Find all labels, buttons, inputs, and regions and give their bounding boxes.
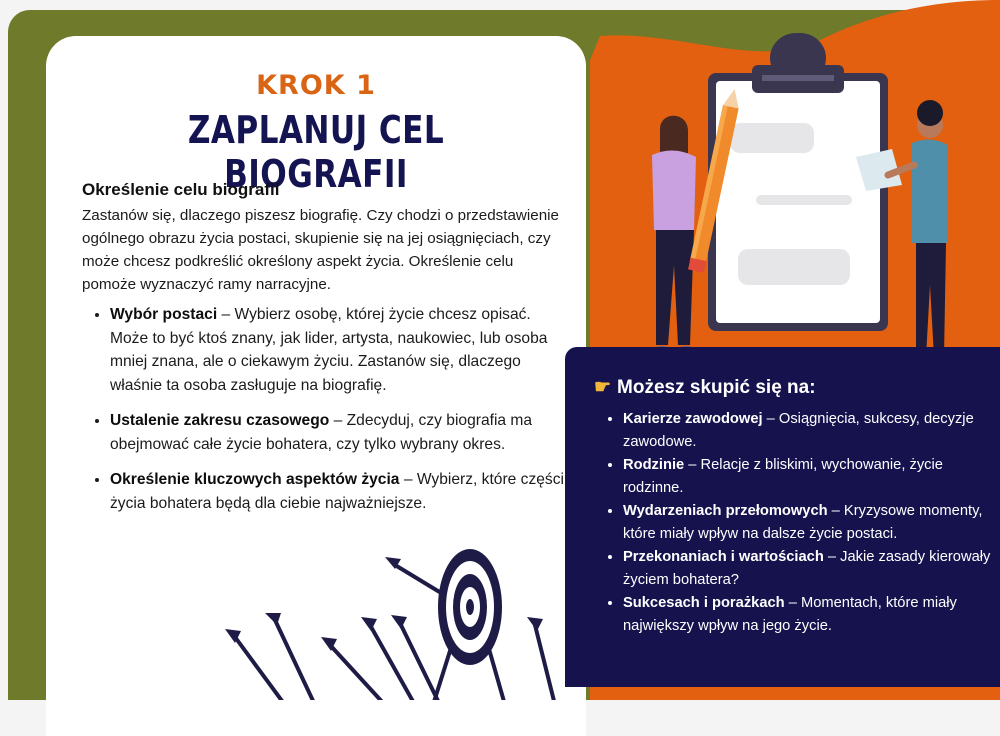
list-item-label: Sukcesach i porażkach	[623, 595, 785, 611]
list-item-label: Ustalenie zakresu czasowego	[110, 412, 330, 429]
pointing-hand-icon: ☛	[594, 377, 612, 398]
list-item-text: – Wybierz, które części życia bohatera będą dla ciebie najważniejsze.	[110, 471, 564, 512]
list-item-text: – Momentach, które miały największy wpływ na jego życie.	[623, 595, 957, 634]
list-item-text: – Kryzysowe momenty, które miały wpływ na dalsze życie postaci.	[623, 503, 983, 542]
list-item-text: – Relacje z bliskimi, wychowanie, życie rodzinne.	[623, 457, 943, 496]
list-item	[110, 468, 570, 515]
clipboard-illustration	[630, 25, 970, 365]
page-title: ZAPLANUJ CEL BIOGRAFII	[187, 108, 445, 196]
list-item-text: – Jakie zasady kierowały życiem bohatera?	[623, 549, 991, 588]
list-item-label: Karierze zawodowej	[623, 411, 763, 427]
list-item-text: – Osiągnięcia, sukcesy, decyzje zawodowe.	[623, 411, 974, 450]
archery-target-illustration	[205, 545, 565, 700]
list-item-label: Określenie kluczowych aspektów życia	[110, 471, 400, 488]
list-item-label: Rodzinie	[623, 457, 685, 473]
intro-paragraph: Zastanów się, dlaczego piszesz biografię. Czy chodzi o przedstawienie ogólnego obrazu życia postaci, skupienie się na jej osiągnięciach, czy może chcesz podkreślić określony aspekt życia. Określenie celu pomoże wyznaczyć ramy narracyjne.	[82, 207, 559, 293]
list-item-label: Wybór postaci	[110, 306, 218, 323]
list-item	[623, 500, 995, 546]
list-item-label: Wydarzeniach przełomowych	[623, 503, 828, 519]
section-heading: Określenie celu biografii	[82, 180, 280, 199]
list-item	[623, 592, 995, 638]
focus-list	[605, 408, 995, 638]
list-item	[623, 408, 995, 454]
list-item	[110, 409, 570, 456]
list-item	[623, 454, 995, 500]
list-item	[110, 303, 570, 397]
list-item-text: – Wybierz osobę, której życie chcesz opisać. Może to być ktoś znany, jak lider, artysta, naukowiec, lub osoba mniej znana, ale o ciekawym życiu. Zastanów się, dlaczego właśnie ta osoba zasługuje na biografię.	[110, 306, 548, 394]
steps-list	[90, 303, 570, 527]
focus-heading-text: Możesz skupić się na:	[617, 377, 816, 398]
step-label: KROK 1	[256, 70, 376, 101]
focus-heading	[594, 376, 816, 399]
list-item-label: Przekonaniach i wartościach	[623, 549, 824, 565]
list-item-text: – Zdecyduj, czy biografia ma obejmować całe życie bohatera, czy tylko wybrany okres.	[110, 412, 533, 453]
list-item	[623, 546, 995, 592]
